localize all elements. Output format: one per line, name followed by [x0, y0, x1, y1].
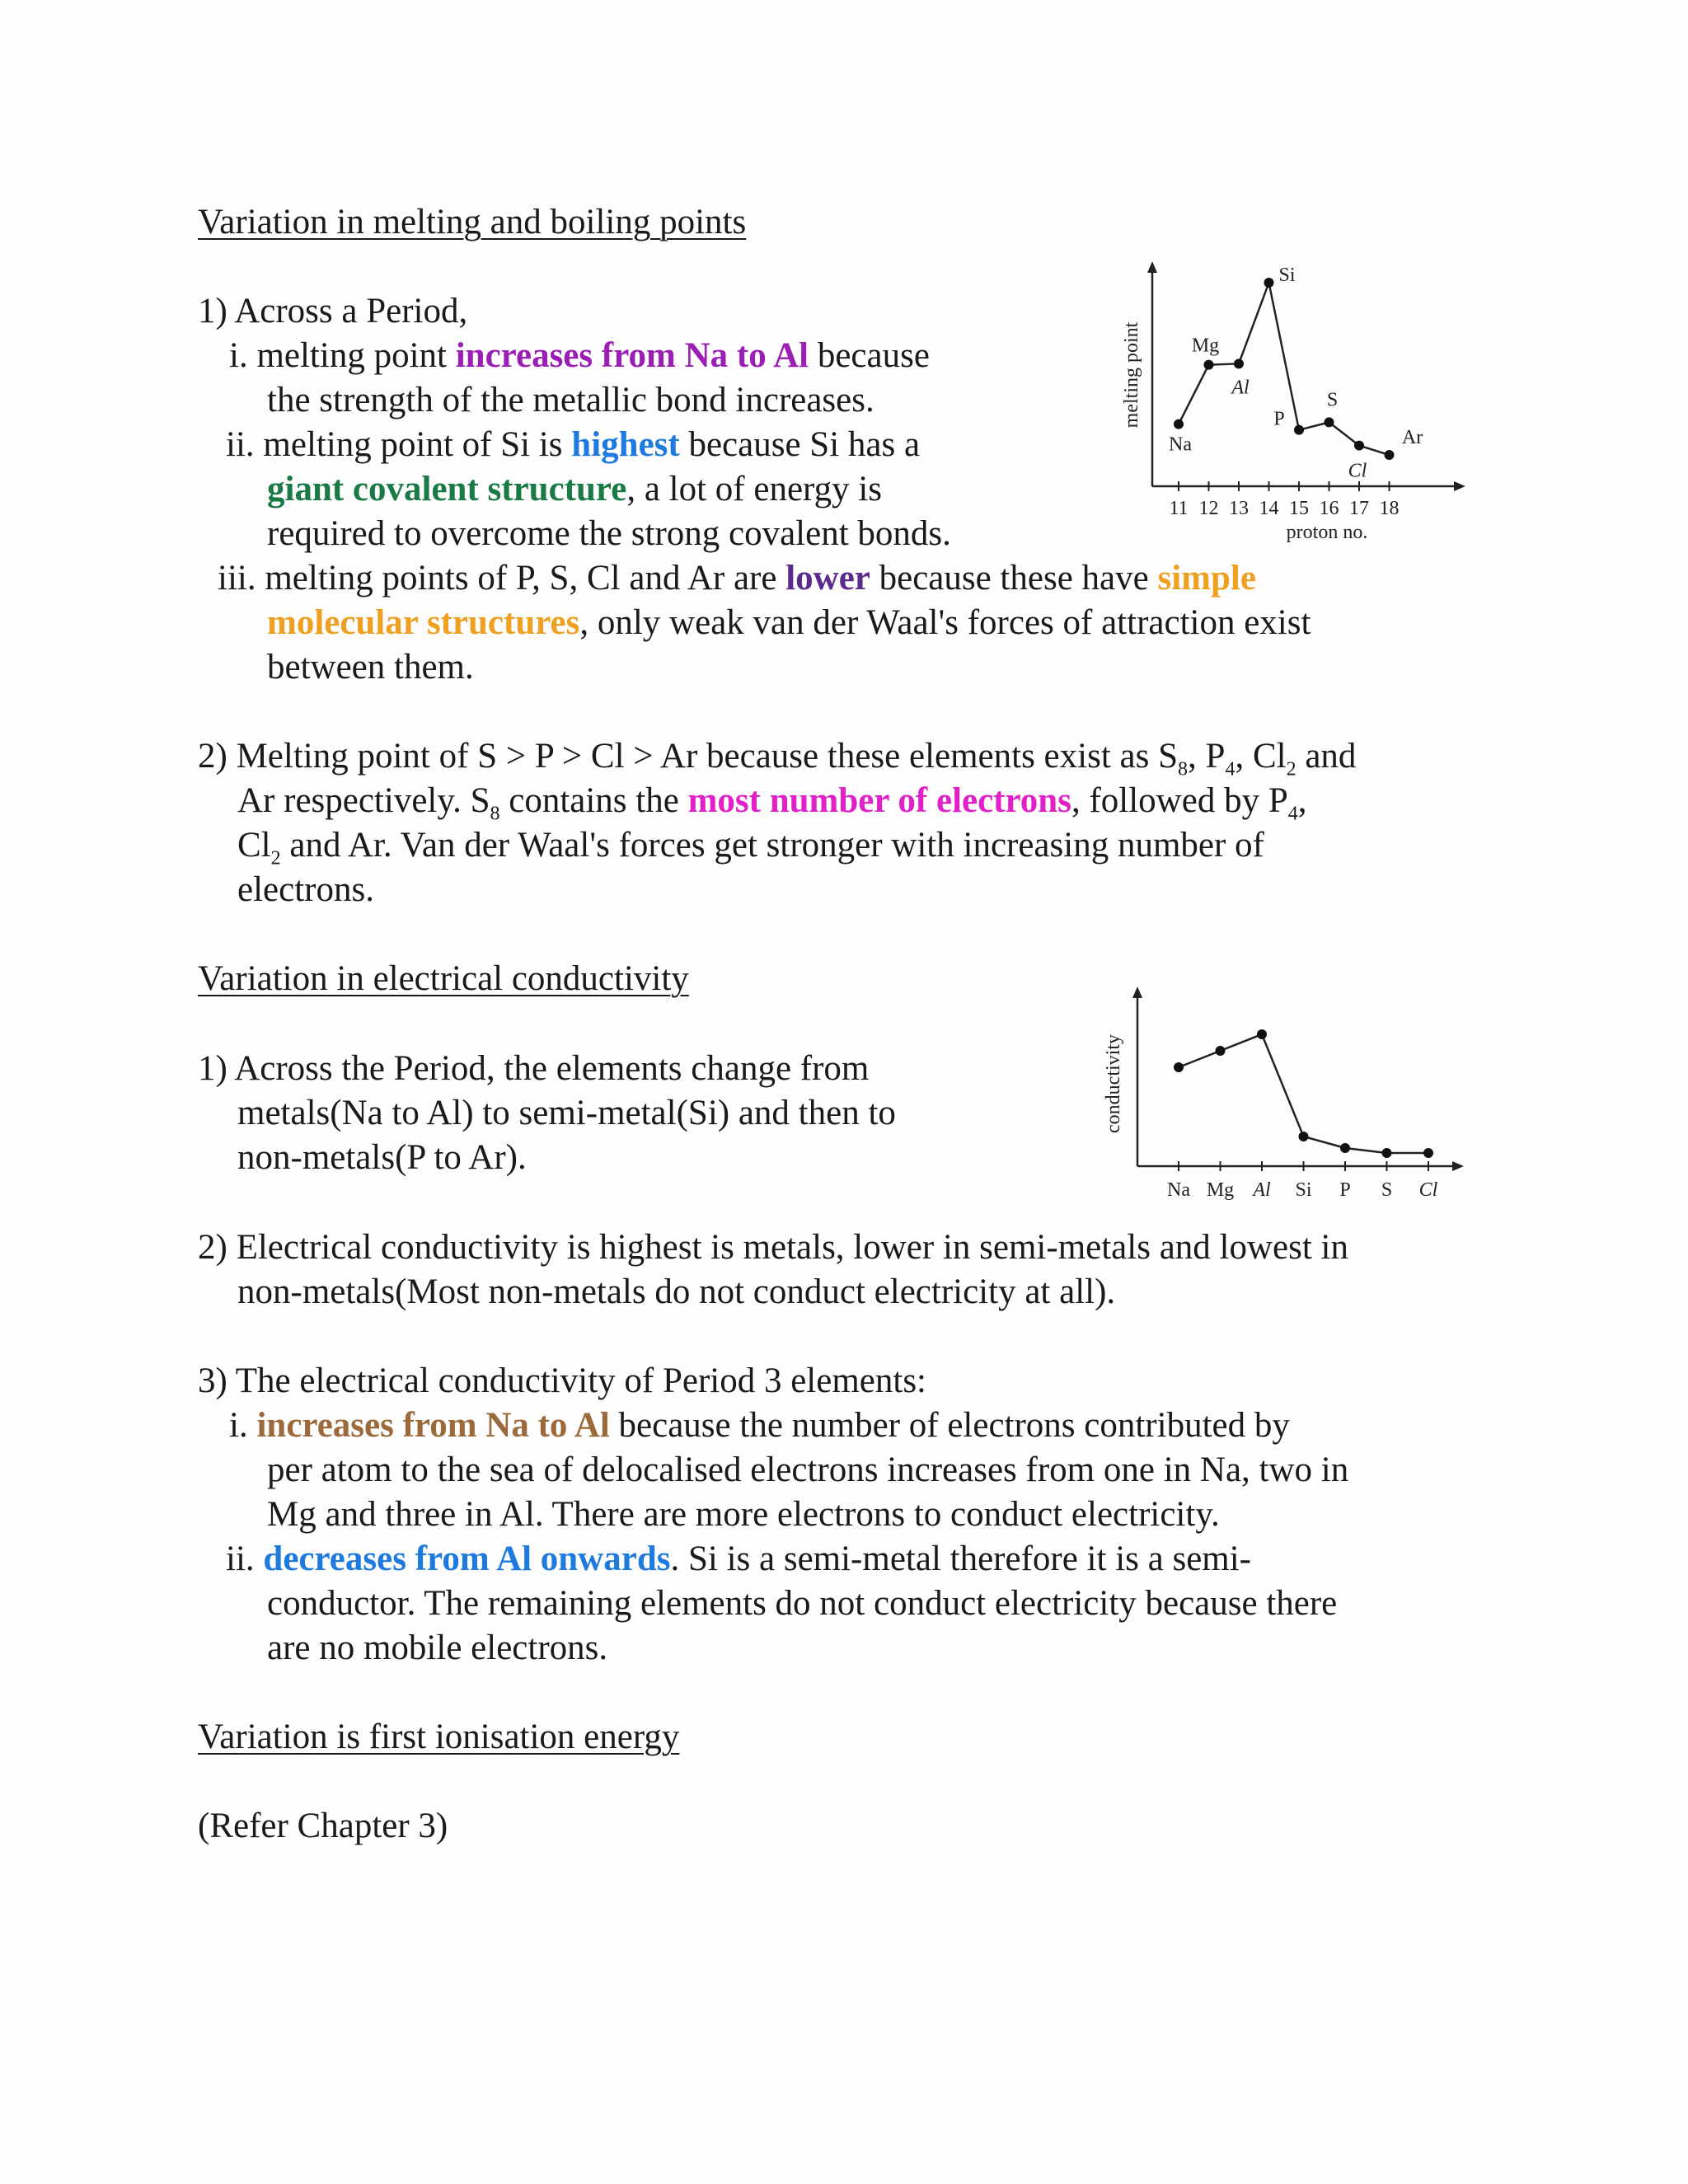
text: contains the	[499, 781, 688, 820]
subscript: 8	[490, 803, 500, 825]
y-axis-arrow	[1132, 987, 1142, 998]
text: because these have	[870, 559, 1158, 598]
ionisation-reference: (Refer Chapter 3)	[198, 1807, 448, 1845]
text: melting point	[256, 336, 456, 375]
highlight-simple: simple	[1157, 559, 1256, 598]
x-tick-label: Cl	[1418, 1179, 1438, 1201]
text: 2) Melting point of S > P > Cl > Ar because these elements exist as S	[198, 737, 1179, 776]
text: , only weak van der Waal's forces of attraction exist	[579, 603, 1311, 642]
data-point	[1204, 360, 1214, 370]
point-label: S	[1326, 389, 1339, 411]
x-tick-label: Si	[1295, 1179, 1312, 1201]
x-tick-label: 11	[1169, 498, 1189, 519]
melting-para-2-line3	[237, 823, 1264, 881]
item-number: i.	[229, 336, 248, 375]
cond-para-1-line3: non-metals(P to Ar).	[237, 1138, 527, 1177]
x-axis-arrow	[1452, 1161, 1464, 1171]
cond-para-2-line1: 2) Electrical conductivity is highest is metals, lower in semi-metals and lowest in	[198, 1228, 1348, 1267]
item-number: iii.	[218, 559, 256, 598]
cond-item-ii	[226, 1537, 1251, 1582]
highlight-giant-covalent: giant covalent structure	[267, 470, 627, 509]
data-point	[1354, 441, 1364, 451]
y-axis-label: conductivity	[1103, 1034, 1124, 1133]
x-axis-arrow	[1454, 481, 1465, 491]
text: , followed by P	[1071, 781, 1288, 820]
x-tick-label: 18	[1379, 498, 1400, 519]
melting-point-chart	[1104, 260, 1467, 548]
melting-item-iii	[218, 556, 1256, 601]
cond-item-i	[229, 1404, 1290, 1448]
data-point	[1340, 1143, 1350, 1153]
highlight-molecular-structures: molecular structures	[267, 603, 580, 642]
highlight-lower: lower	[785, 559, 870, 598]
highlight-increases-na-al: increases from Na to Al	[455, 336, 809, 375]
text: and	[1296, 737, 1357, 776]
point-label: Na	[1169, 434, 1192, 456]
heading-ionisation: Variation is first ionisation energy	[198, 1718, 680, 1756]
heading-conductivity: Variation in electrical conductivity	[198, 959, 689, 998]
text: because the number of electrons contributed by	[609, 1406, 1290, 1445]
subscript: 2	[1286, 758, 1296, 780]
point-label: Mg	[1191, 335, 1220, 357]
x-tick-label: 15	[1289, 498, 1309, 519]
x-tick-label: Al	[1253, 1179, 1271, 1201]
data-point	[1174, 419, 1184, 429]
text: because Si has a	[679, 425, 921, 464]
cond-para-1-line1: 1) Across the Period, the elements change from	[198, 1049, 870, 1088]
text: . Si is a semi-metal therefore it is a semi-	[670, 1540, 1251, 1578]
text: melting point of Si is	[263, 425, 572, 464]
data-point	[1299, 1132, 1309, 1141]
y-axis-arrow	[1147, 261, 1157, 273]
x-tick-label: Na	[1167, 1179, 1190, 1201]
x-tick-label: S	[1381, 1179, 1393, 1201]
text: Cl	[237, 826, 271, 865]
melting-para-2-line4: electrons.	[237, 870, 374, 909]
cond-item-ii-line2: conductor. The remaining elements do not conduct electricity because there	[267, 1584, 1338, 1623]
conductivity-chart	[1096, 985, 1475, 1203]
point-label: Cl	[1348, 460, 1367, 482]
y-axis-label: melting point	[1121, 321, 1142, 429]
data-point	[1216, 1046, 1226, 1056]
melting-item-i-line2: the strength of the metallic bond increases.	[267, 381, 874, 419]
subscript: 4	[1225, 758, 1236, 780]
x-tick-label: P	[1339, 1179, 1351, 1201]
point-label: Si	[1278, 265, 1296, 286]
data-point	[1382, 1148, 1392, 1158]
item-number: i.	[229, 1406, 248, 1445]
text: ,	[1297, 781, 1307, 820]
melting-item-iii-line3: between them.	[267, 648, 474, 687]
highlight-most-electrons: most number of electrons	[687, 781, 1071, 820]
x-tick-label: Mg	[1206, 1179, 1235, 1201]
text: Ar respectively. S	[237, 781, 490, 820]
subscript: 2	[270, 847, 281, 869]
data-point	[1234, 359, 1244, 368]
point-label: P	[1273, 408, 1285, 430]
cond-para-3-intro: 3) The electrical conductivity of Period 3 elements:	[198, 1361, 926, 1400]
data-point	[1325, 417, 1334, 427]
cond-item-ii-line3: are no mobile electrons.	[267, 1629, 608, 1667]
text: and Ar. Van der Waal's forces get stronger with increasing number of	[280, 826, 1264, 865]
text: because	[809, 336, 930, 375]
x-tick-label: 16	[1319, 498, 1339, 519]
heading-melting-boiling: Variation in melting and boiling points	[198, 203, 747, 241]
data-point	[1423, 1148, 1433, 1158]
cond-item-i-line2: per atom to the sea of delocalised electrons increases from one in Na, two in	[267, 1451, 1349, 1489]
cond-item-i-line3: Mg and three in Al. There are more electrons to conduct electricity.	[267, 1495, 1220, 1534]
highlight-highest: highest	[571, 425, 680, 464]
melting-item-ii-line2	[267, 467, 882, 512]
data-point	[1264, 278, 1274, 288]
cond-para-2-line2: non-metals(Most non-metals do not conduct electricity at all).	[237, 1272, 1116, 1311]
x-tick-label: 12	[1198, 498, 1219, 519]
melting-item-ii-line3: required to overcome the strong covalent bonds.	[267, 514, 951, 553]
data-point	[1385, 450, 1395, 460]
melting-item-iii-line2	[267, 601, 1311, 645]
subscript: 4	[1287, 803, 1298, 825]
x-tick-label: 13	[1229, 498, 1249, 519]
subscript: 8	[1178, 758, 1189, 780]
data-point	[1294, 425, 1304, 435]
highlight-decreases-al-onwards: decreases from Al onwards	[263, 1540, 671, 1578]
melting-item-i	[229, 334, 930, 378]
data-point	[1174, 1062, 1184, 1072]
text: , Cl	[1235, 737, 1287, 776]
melting-para-1-intro: 1) Across a Period,	[198, 292, 468, 330]
x-tick-label: 14	[1259, 498, 1279, 519]
x-tick-label: 17	[1349, 498, 1369, 519]
data-point	[1257, 1029, 1267, 1039]
text: , a lot of energy is	[626, 470, 883, 509]
cond-para-1-line2: metals(Na to Al) to semi-metal(Si) and then to	[237, 1094, 896, 1132]
text: melting points of P, S, Cl and Ar are	[265, 559, 786, 598]
point-label: Ar	[1401, 427, 1423, 449]
point-label: Al	[1231, 377, 1250, 399]
item-number: ii.	[226, 425, 255, 464]
x-axis-label: proton no.	[1286, 522, 1368, 543]
text: , P	[1188, 737, 1226, 776]
melting-item-ii	[226, 423, 920, 467]
item-number: ii.	[226, 1540, 255, 1578]
highlight-increases-na-al: increases from Na to Al	[256, 1406, 610, 1445]
